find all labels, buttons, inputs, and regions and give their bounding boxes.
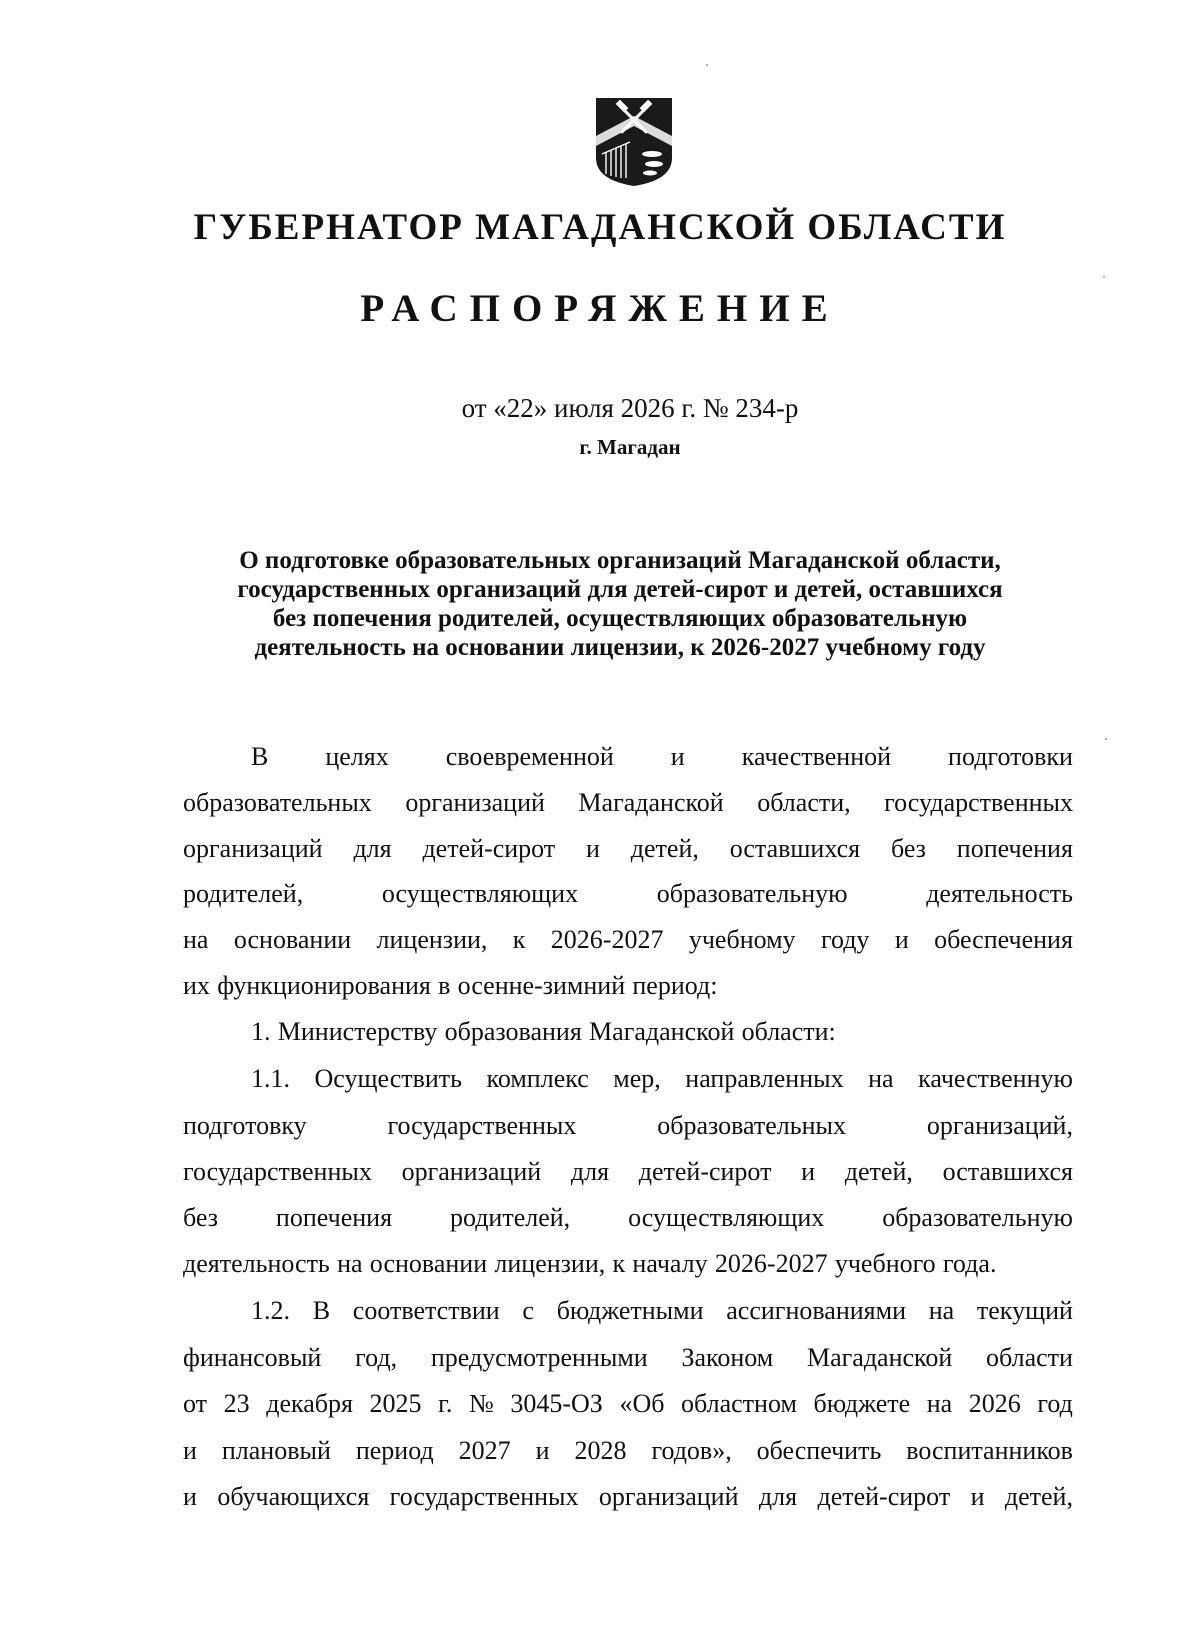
document-subject [150,546,1090,662]
scan-speck [706,64,708,66]
body-line: и обучающихся государственных организаций для детей-сирот и детей, [183,1482,1073,1511]
body-line: родителей, осуществляющих образовательную деятельность [183,879,1073,908]
subject-line: деятельность на основании лицензии, к 2026-2027 учебному году [254,634,986,661]
body-line: на основании лицензии, к 2026-2027 учебному году и обеспечения [183,925,1073,954]
body-line: 1.2. В соответствии с бюджетными ассигнованиями на текущий [251,1296,1073,1325]
issuing-authority: ГУБЕРНАТОР МАГАДАНСКОЙ ОБЛАСТИ [193,207,1007,248]
scan-speck [1105,738,1107,740]
body-line: от 23 декабря 2025 г. № 3045-ОЗ «Об областном бюджете на 2026 год [183,1389,1073,1418]
body-line: и плановый период 2027 и 2028 годов», обеспечить воспитанников [183,1436,1073,1465]
body-line: 1.1. Осуществить комплекс мер, направленных на качественную [251,1064,1073,1093]
document-type: РАСПОРЯЖЕНИЕ [360,287,840,330]
body-line: их функционирования в осенне-зимний период: [183,971,718,1000]
body-line: В целях своевременной и качественной подготовки [251,742,1073,771]
body-line: образовательных организаций Магаданской области, государственных [183,788,1073,817]
body-line: без попечения родителей, осуществляющих образовательную [183,1203,1073,1232]
body-line: государственных организаций для детей-сирот и детей, оставшихся [183,1157,1073,1186]
body-line: деятельность на основании лицензии, к началу 2026-2027 учебного года. [183,1249,997,1278]
body-line: финансовый год, предусмотренными Законом Магаданской области [183,1343,1073,1372]
body-line: подготовку государственных образовательных организаций, [183,1111,1073,1140]
subject-line: О подготовке образовательных организаций Магаданской области, [239,547,1001,574]
document-city: г. Магадан [579,435,681,459]
body-line: организаций для детей-сирот и детей, оставшихся без попечения [183,834,1073,863]
document-date-number: от «22» июля 2026 г. № 234-р [461,393,799,423]
subject-line: без попечения родителей, осуществляющих образовательную [272,605,968,632]
body-line: 1. Министерству образования Магаданской области: [251,1017,836,1046]
scan-speck [1103,276,1105,278]
subject-line: государственных организаций для детей-сирот и детей, оставшихся [237,576,1003,603]
coat-of-arms-icon [594,96,674,188]
